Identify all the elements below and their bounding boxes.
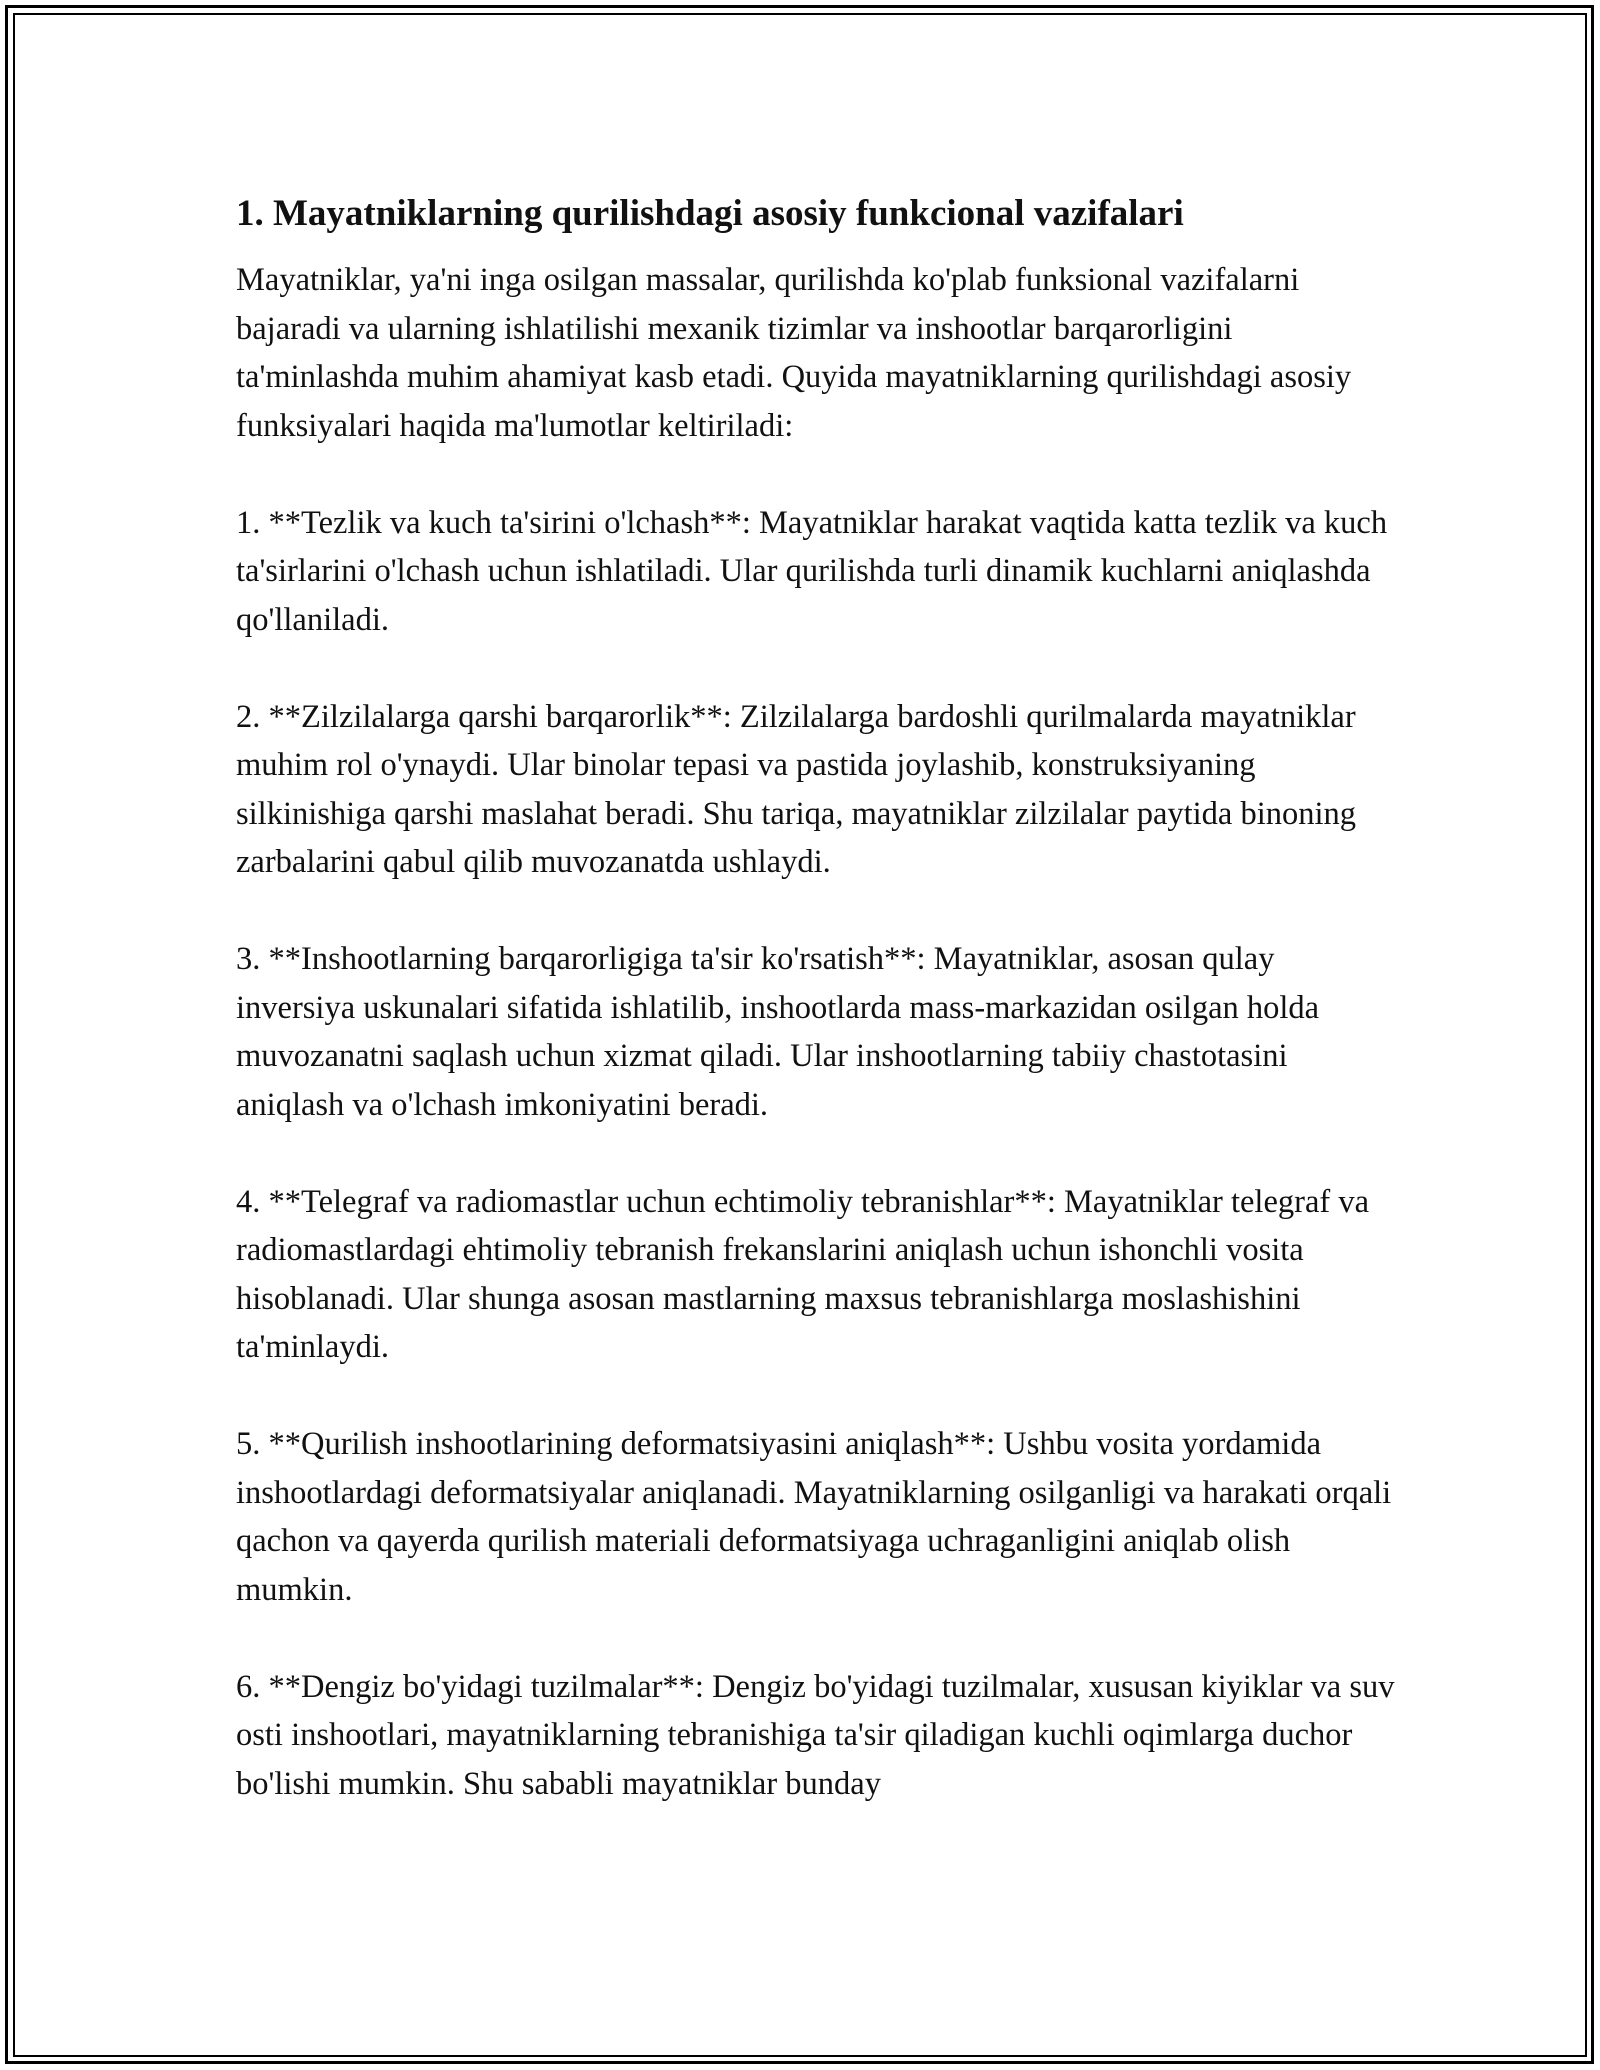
list-item-6: 6. **Dengiz bo'yidagi tuzilmalar**: Dengiz bo'yidagi tuzilmalar, xususan kiyiklar va suv osti inshootlari, mayatniklarning tebranishiga ta'sir qiladigan kuchli oqimlarga duchor bo'lishi mumkin. Shu sababli mayatniklar bunday [236,1668,1395,1802]
list-item-5: 5. **Qurilish inshootlarining deformatsiyasini aniqlash**: Ushbu vosita yordamida inshootlardagi deformatsiyalar aniqlanadi. Mayatniklarning osilganligi va harakati orqali qachon va qayerda qurilish materiali deformatsiyaga uchraganligini aniqlab olish mumkin. [236,1426,1392,1608]
document-body [236,256,1396,1808]
list-item-1: 1. **Tezlik va kuch ta'sirini o'lchash**: Mayatniklar harakat vaqtida katta tezlik va kuch ta'sirlarini o'lchash uchun ishlatiladi. Ular qurilishda turli dinamik kuchlarni aniqlashda qo'llaniladi. [236,504,1388,638]
document-page [236,186,1396,1857]
document-title: 1. Mayatniklarning qurilishdagi asosiy funkcional vazifalari [236,193,1184,234]
list-item-4: 4. **Telegraf va radiomastlar uchun echtimoliy tebranishlar**: Mayatniklar telegraf va radiomastlardagi ehtimoliy tebranish frekanslarini aniqlash uchun ishonchli vosita hisoblanadi. Ular shunga asosan mastlarning maxsus tebranishlarga moslashishini ta'minlaydi. [236,1183,1369,1365]
list-item-3: 3. **Inshootlarning barqarorligiga ta'sir ko'rsatish**: Mayatniklar, asosan qulay inversiya uskunalari sifatida ishlatilib, inshootlarda mass-markazidan osilgan holda muvozanatni saqlash uchun xizmat qiladi. Ular inshootlarning tabiiy chastotasini aniqlash va o'lchash imkoniyatini beradi. [236,941,1320,1123]
list-item-2: 2. **Zilzilalarga qarshi barqarorlik**: Zilzilalarga bardoshli qurilmalarda mayatniklar muhim rol o'ynaydi. Ular binolar tepasi va pastida joylashib, konstruksiyaning silkinishiga qarshi maslahat beradi. Shu tariqa, mayatniklar zilzilalar paytida binoning zarbalarini qabul qilib muvozanatda ushlaydi. [236,698,1357,880]
intro-paragraph: Mayatniklar, ya'ni inga osilgan massalar, qurilishda ko'plab funksional vazifalarni bajaradi va ularning ishlatilishi mexanik tizimlar va inshootlar barqarorligini ta'minlashda muhim ahamiyat kasb etadi. Quyida mayatniklarning qurilishdagi asosiy funksiyalari haqida ma'lumotlar keltiriladi: [236,262,1352,444]
